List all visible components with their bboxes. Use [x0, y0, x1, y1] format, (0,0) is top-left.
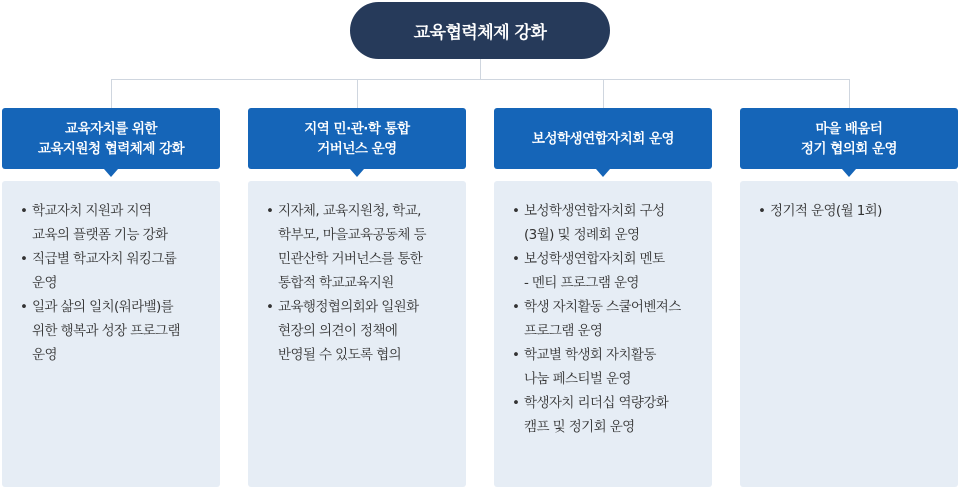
connector-root-stem: [480, 59, 481, 79]
list-item: • 지자체, 교육지원청, 학교, 학부모, 마을교육공동체 등 민관산학 거버넌스를 통한 통합적 학교교육지원: [266, 199, 452, 295]
category-box-3: [494, 108, 712, 169]
category-label: 교육자치를 위한 교육지원청 협력체제 강화: [37, 120, 185, 157]
list-item: • 정기적 운영(월 1회): [758, 199, 944, 223]
connector-drop-3: [603, 79, 604, 108]
bullet-list: [512, 199, 698, 439]
category-panel-1: [2, 181, 220, 487]
category-panel-2: [248, 181, 466, 487]
connector-horizontal: [111, 79, 849, 80]
connector-drop-1: [111, 79, 112, 108]
category-panel-4: [740, 181, 958, 487]
category-pointer: [842, 169, 856, 177]
list-item: • 보성학생연합자치회 멘토 - 멘티 프로그램 운영: [512, 247, 698, 295]
root-node: [350, 2, 610, 59]
list-item: • 학생자치 리더십 역량강화 캠프 및 정기회 운영: [512, 391, 698, 439]
category-label: 지역 민·관·학 통합 거버넌스 운영: [304, 120, 410, 157]
list-item: • 일과 삶의 일치(워라밸)를 위한 행복과 성장 프로그램 운영: [20, 295, 206, 367]
connector-drop-2: [357, 79, 358, 108]
connector-drop-4: [849, 79, 850, 108]
root-title: 교육협력체제 강화: [413, 23, 547, 43]
category-pointer: [104, 169, 118, 177]
list-item: • 학교자치 지원과 지역 교육의 플랫폼 기능 강화: [20, 199, 206, 247]
list-item: • 보성학생연합자치회 구성 (3월) 및 정례회 운영: [512, 199, 698, 247]
category-label: 마을 배움터 정기 협의회 운영: [800, 120, 898, 157]
list-item: • 학생 자치활동 스쿨어벤져스 프로그램 운영: [512, 295, 698, 343]
category-pointer: [350, 169, 364, 177]
category-panel-3: [494, 181, 712, 487]
bullet-list: [266, 199, 452, 367]
category-box-1: [2, 108, 220, 169]
list-item: • 학교별 학생회 자치활동 나눔 페스티벌 운영: [512, 343, 698, 391]
list-item: • 교육행정협의회와 일원화 현장의 의견이 정책에 반영될 수 있도록 협의: [266, 295, 452, 367]
bullet-list: [758, 199, 944, 223]
category-label: 보성학생연합자치회 운영: [531, 130, 675, 147]
list-item: • 직급별 학교자치 워킹그룹 운영: [20, 247, 206, 295]
bullet-list: [20, 199, 206, 367]
category-box-4: [740, 108, 958, 169]
category-pointer: [596, 169, 610, 177]
category-box-2: [248, 108, 466, 169]
